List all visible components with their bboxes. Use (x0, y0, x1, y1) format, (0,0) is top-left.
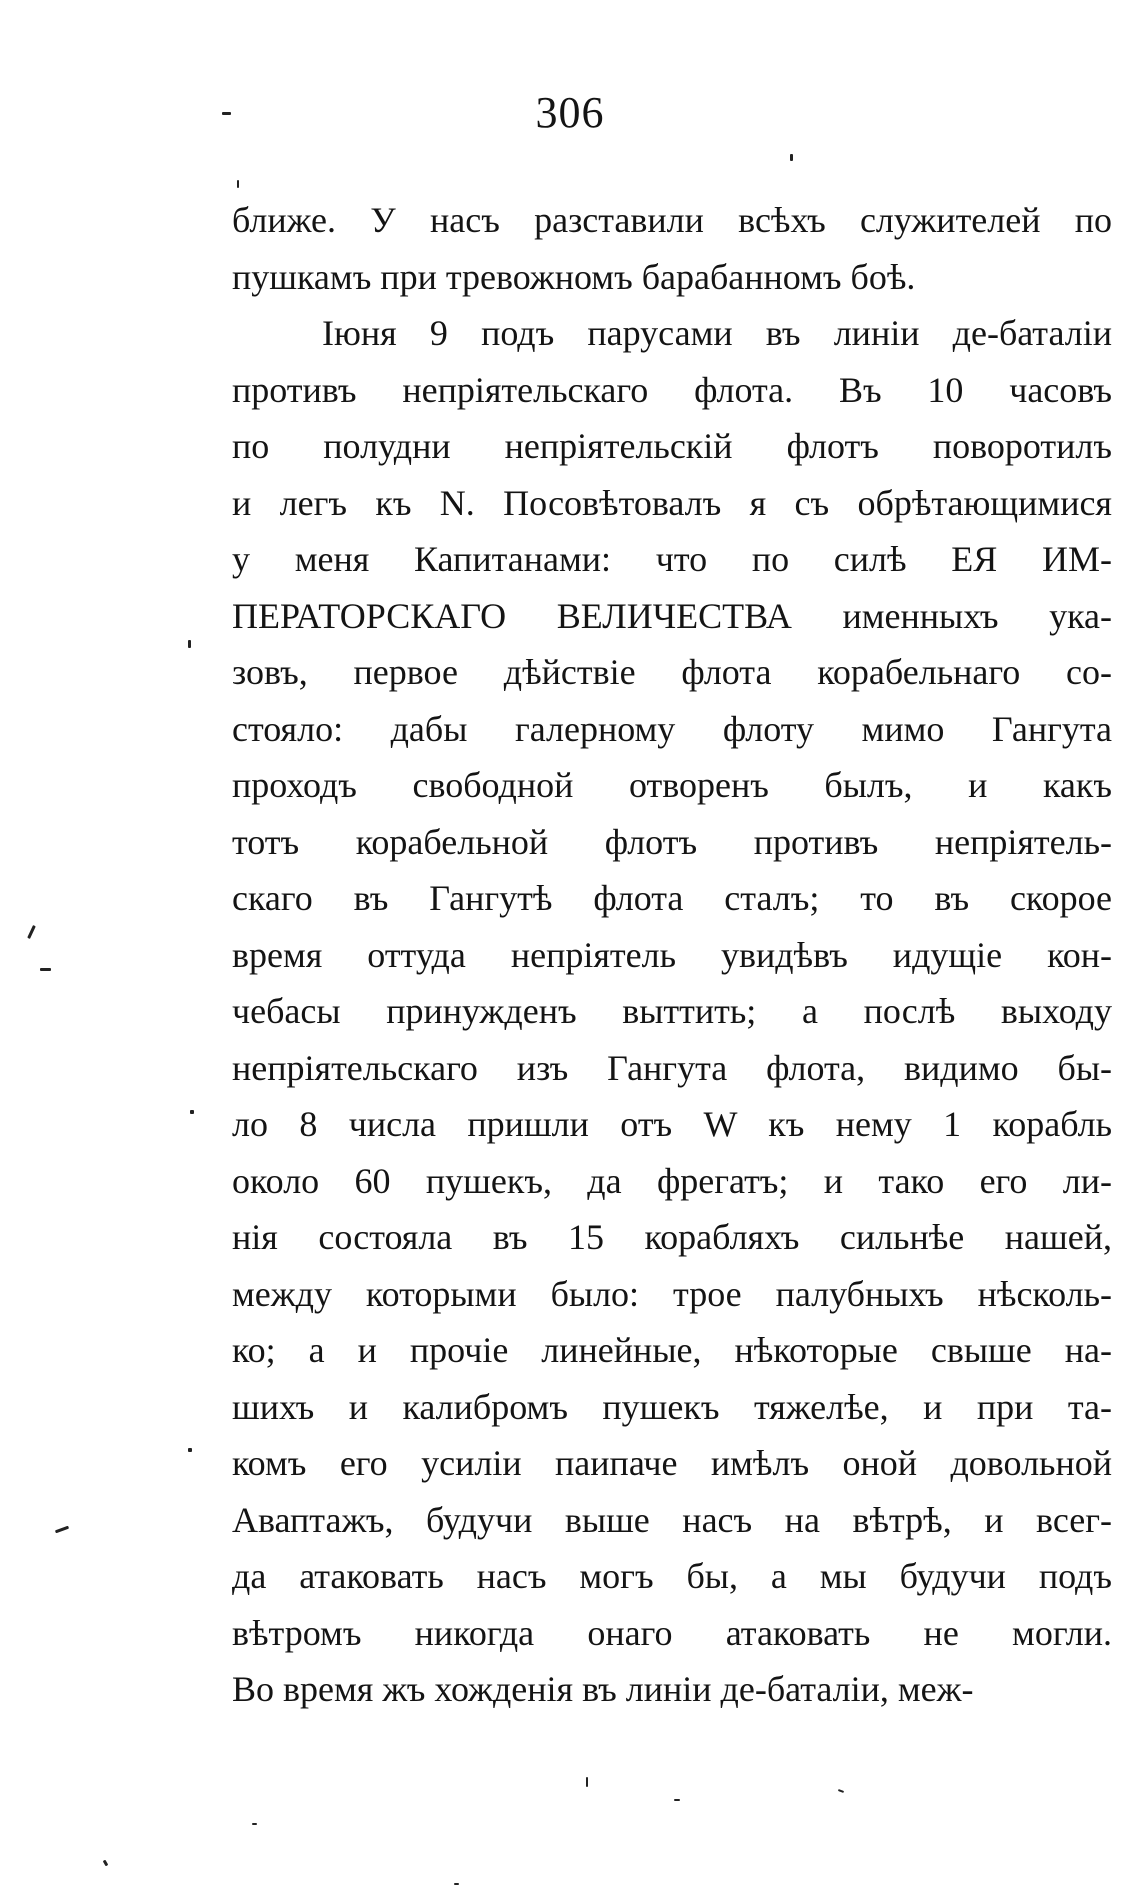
scan-speck (190, 1110, 194, 1114)
text-line-20: между которыми было: трое палубныхъ нѣсколь- (232, 1273, 1112, 1314)
text-line-11: проходъ свободной отворенъ былъ, и какъ (232, 765, 1112, 805)
text-line-2: пушкамъ при тревожномъ барабанномъ боѣ. (232, 256, 916, 297)
text-line-12: тотъ корабельной флотъ противъ непріятель- (232, 821, 1112, 862)
text-line-16: непріятельскаго изъ Гангута флота, видимо бы- (232, 1047, 1112, 1088)
text-line-1: ближе. У насъ разставили всѣхъ служителей по (232, 200, 1112, 240)
scan-speck (55, 1526, 69, 1534)
scan-speck (103, 1860, 109, 1867)
scan-speck (674, 1799, 680, 1801)
scan-speck (586, 1777, 588, 1787)
text-line-18: около 60 пушекъ, да фрегатъ; и тако его ли- (232, 1160, 1112, 1201)
body-text (232, 192, 1112, 1718)
text-line-9: зовъ, первое дѣйствіе флота корабельнаго со- (232, 652, 1112, 692)
scan-speck (252, 1823, 257, 1825)
text-line-17: ло 8 числа пришли отъ W къ нему 1 корабль (232, 1104, 1112, 1144)
text-line-3: Іюня 9 подъ парусами въ линіи де-баталіи (322, 313, 1112, 353)
text-line-27: Во время жъ хожденія въ линіи де-баталіи, меж- (232, 1669, 974, 1709)
text-line-19: нія состояла въ 15 корабляхъ сильнѣе нашей, (232, 1217, 1112, 1257)
text-line-23: комъ его усиліи паипаче имѣлъ оной довольной (232, 1443, 1112, 1483)
text-line-21: ко; а и прочіе линейные, нѣкоторые свыше на- (232, 1330, 1112, 1370)
text-line-7: у меня Капитанами: что по силѣ ЕЯ ИМ- (232, 539, 1112, 579)
text-line-8: ПЕРАТОРСКАГО ВЕЛИЧЕСТВА именныхъ ука- (232, 595, 1112, 636)
scan-speck (790, 154, 793, 161)
scan-speck (188, 640, 191, 648)
text-line-6: и легъ къ N. Посовѣтовалъ я съ обрѣтающимися (232, 482, 1112, 523)
text-line-22: шихъ и калибромъ пушекъ тяжелѣе, и при та- (232, 1386, 1112, 1427)
scan-speck (222, 112, 231, 115)
scan-speck (27, 925, 36, 939)
page-number: 306 (535, 88, 605, 137)
text-line-14: время оттуда непріятель увидѣвъ идущіе кон- (232, 934, 1112, 975)
text-line-26: вѣтромъ никогда онаго атаковать не могли. (232, 1612, 1112, 1653)
text-line-25: да атаковать насъ могъ бы, а мы будучи подъ (232, 1556, 1112, 1596)
scan-speck (838, 1789, 844, 1793)
text-line-24: Аваптажъ, будучи выше насъ на вѣтрѣ, и всег- (232, 1499, 1112, 1540)
text-line-10: стояло: дабы галерному флоту мимо Гангута (232, 708, 1112, 749)
scan-speck (454, 1883, 459, 1885)
scan-speck (40, 968, 51, 971)
scan-speck (237, 180, 239, 188)
text-line-5: по полудни непріятельскій флотъ поворотилъ (232, 426, 1112, 466)
text-line-15: чебасы принужденъ выттить; а послѣ выходу (232, 991, 1112, 1031)
text-line-13: скаго въ Гангутѣ флота сталъ; то въ скорое (232, 878, 1112, 918)
scan-speck (188, 1448, 192, 1452)
text-line-4: противъ непріятельскаго флота. Въ 10 часовъ (232, 369, 1112, 410)
